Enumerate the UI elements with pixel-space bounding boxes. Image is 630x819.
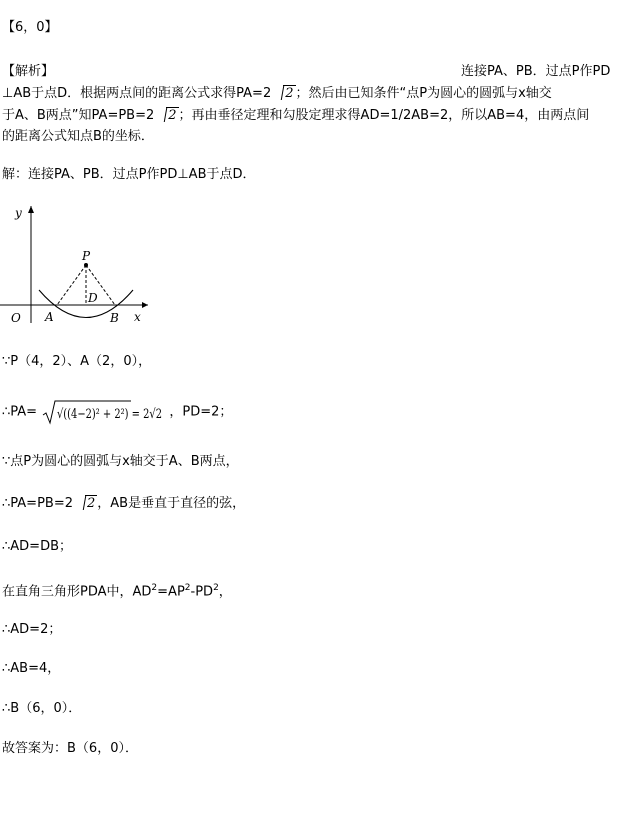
label-y: y <box>15 206 22 220</box>
step-5: ∴AD=DB； <box>2 539 72 554</box>
y-axis-arrow <box>28 206 34 213</box>
pa-formula <box>41 398 165 426</box>
label-b: B <box>110 311 119 325</box>
solution-intro: 解：连接PA、PB．过点P作PD⊥AB于点D． <box>2 167 256 182</box>
question-tag: 【6，0】 <box>2 20 58 35</box>
segment-pa <box>57 265 86 305</box>
step-4: ∴PA=PB=2 2 ，AB是垂直于直径的弦， <box>2 494 245 514</box>
label-o: O <box>11 311 21 325</box>
analysis-line4: 的距离公式知点B的坐标． <box>2 129 154 144</box>
sqrt-symbol: 2 <box>74 494 97 514</box>
step-3: ∵点P为圆心的圆弧与x轴交于A、B两点， <box>2 454 239 469</box>
step-8: ∴AB=4， <box>2 661 61 676</box>
sqrt-symbol: 2 <box>272 84 295 104</box>
step-9: ∴B（6，0）． <box>2 701 82 716</box>
step-7: ∴AD=2； <box>2 622 62 637</box>
x-axis-arrow <box>142 302 148 308</box>
svg-text:√((4−2)² + 2²) = 2√2: √((4−2)² + 2²) = 2√2 <box>57 407 163 422</box>
analysis-line1: 连接PA、PB．过点P作PD <box>461 64 611 79</box>
sqrt-symbol: 2 <box>155 106 178 126</box>
analysis-heading: 【解析】 <box>2 64 55 79</box>
final-answer: 故答案为：B（6，0）． <box>2 741 138 756</box>
step-2: ∴PA= √((4−2)² + 2²) = 2√2 ，PD=2； <box>2 398 232 426</box>
step-6: 在直角三角形PDA中，$AD^2=AP^2-PD^2$， <box>2 583 232 600</box>
label-d: D <box>88 291 98 305</box>
coordinate-graph <box>0 203 160 328</box>
step-1: ∵P（4，2）、A（2，0）， <box>2 354 152 369</box>
label-x: x <box>134 310 141 324</box>
analysis-line3: 于A、B两点”知PA=PB=2 2 ；再由垂径定理和勾股定理求得AD=1/2AB=2，所以AB=4，由两点间 <box>2 106 589 126</box>
label-p: P <box>82 249 91 263</box>
analysis-line2: ⊥AB于点D．根据两点间的距离公式求得PA=2 2 ；然后由已知条件“点P为圆心的圆弧与x轴交 <box>2 84 552 104</box>
label-a: A <box>45 310 54 324</box>
point-p <box>84 263 88 267</box>
